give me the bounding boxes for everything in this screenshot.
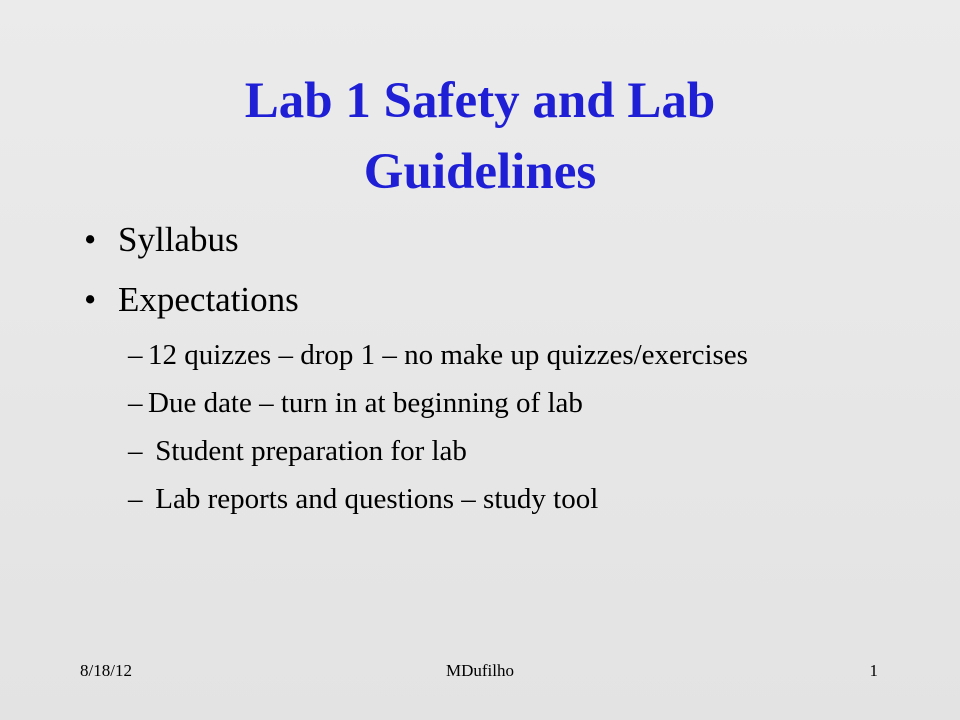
sub-bullet-item-lab-reports [84, 480, 904, 518]
sub-bullet-item-student-preparation [84, 432, 904, 470]
slide-title-line-2: Guidelines [363, 144, 597, 200]
bullet-marker: • [84, 220, 97, 259]
sub-bullet-marker: – [128, 387, 143, 419]
bullet-text: Expectations [118, 280, 299, 319]
sub-bullet-marker: – [128, 339, 143, 371]
slide-title-line-1: Lab 1 Safety and Lab [244, 73, 716, 129]
sub-bullet-text: Lab reports and questions – study tool [148, 483, 599, 515]
slide-title [80, 66, 880, 208]
bullet-list [84, 216, 904, 528]
sub-bullet-item-quizzes [84, 336, 904, 374]
bullet-marker: • [84, 280, 97, 319]
sub-bullet-marker: – [128, 435, 143, 467]
footer-author: MDufilho [446, 661, 514, 680]
footer-page-number: 1 [869, 661, 878, 680]
bullet-text: Syllabus [118, 220, 239, 259]
sub-bullet-text: 12 quizzes – drop 1 – no make up quizzes/exercises [148, 339, 748, 371]
sub-bullet-marker: – [128, 483, 143, 515]
sub-bullet-text: Student preparation for lab [148, 435, 467, 467]
bullet-item-syllabus [84, 216, 904, 264]
sub-bullet-text: Due date – turn in at beginning of lab [148, 387, 583, 419]
footer-date: 8/18/12 [80, 661, 132, 680]
bullet-item-expectations [84, 276, 904, 324]
sub-bullet-item-due-date [84, 384, 904, 422]
